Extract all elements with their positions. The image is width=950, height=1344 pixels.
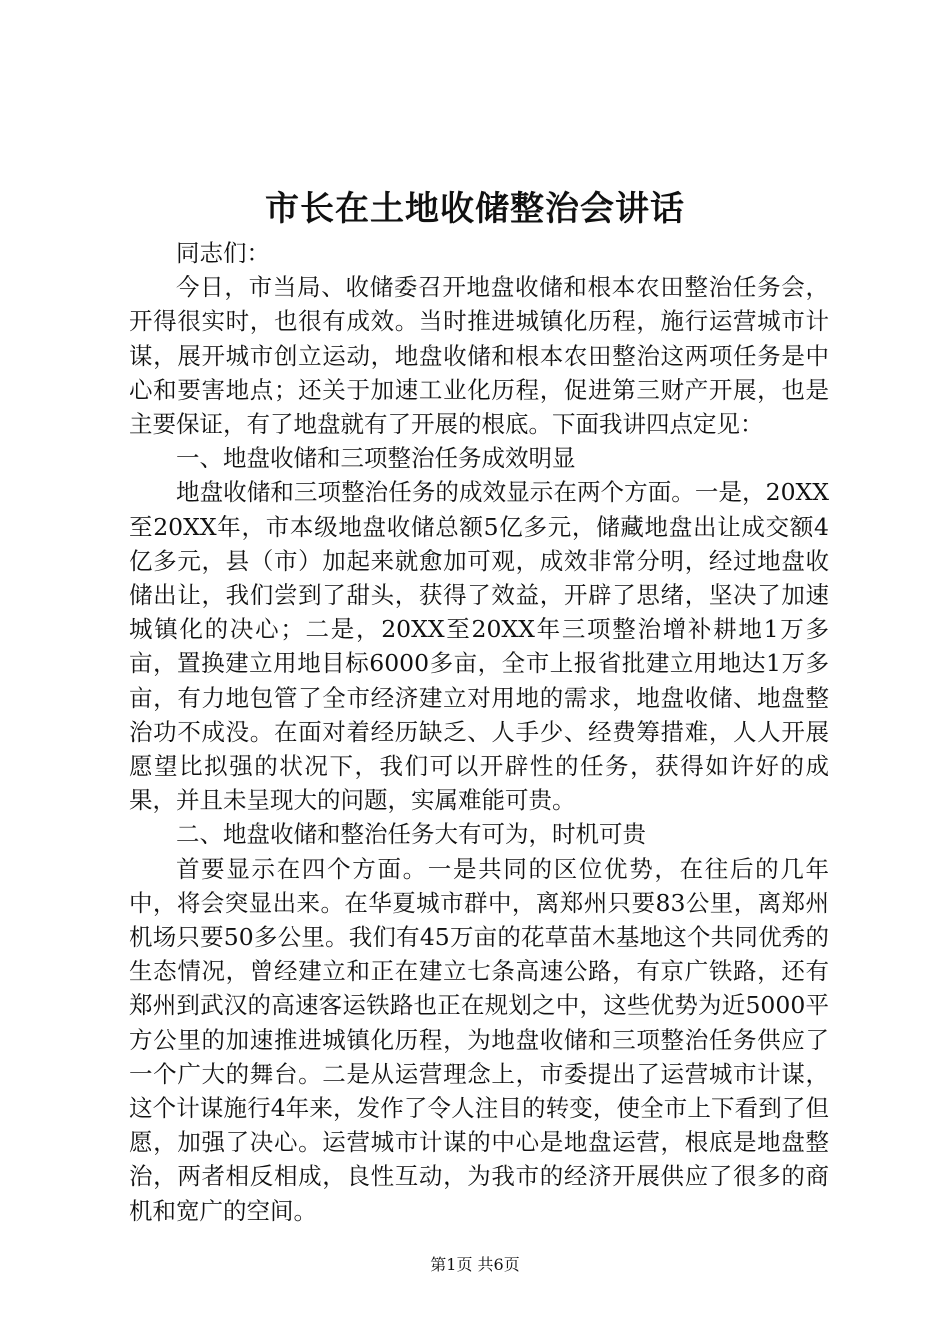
section-heading-1: 一、地盘收储和三项整治任务成效明显 bbox=[176, 444, 576, 473]
page-number-footer: 第1页 共6页 bbox=[430, 1255, 520, 1274]
document-title: 市长在土地收储整治会讲话 bbox=[265, 189, 685, 229]
section-heading-2: 二、地盘收储和整治任务大有可为，时机可贵 bbox=[176, 820, 646, 849]
salutation-paragraph: 同志们： bbox=[176, 239, 270, 267]
intro-paragraph: 今日，市当局、收储委召开地盘收储和根本农田整治任务会，开得很实时，也很有成效。当时推进城镇化历程，施行运营城市计谋，展开城市创立运动，地盘收储和根本农田整治这两项任务是中心和要害地点；还关于加速工业化历程，促进第三财产开展，也是主要保证，有了地盘就有了开展的根底。下面我讲四点定见： bbox=[129, 273, 829, 439]
section-1-paragraph: 地盘收储和三项整治任务的成效显示在两个方面。一是，20XX至20XX年，市本级地盘收储总额5亿多元，储藏地盘出让成交额4亿多元，县（市）加起来就愈加可观，成效非常分明，经过地盘收储出让，我们尝到了甜头，获得了效益，开辟了思绪，坚决了加速城镇化的决心；二是，20XX至20XX年三项整治增补耕地1万多亩，置换建立用地目标6000多亩，全市上报省批建立用地达1万多亩，有力地包管了全市经济建立对用地的需求，地盘收储、地盘整治功不成没。在面对着经历缺乏、人手少、经费筹措难，人人开展愿望比拟强的状况下，我们可以开辟性的任务，获得如许好的成果，并且未呈现大的问题，实属难能可贵。 bbox=[129, 478, 829, 815]
section-2-paragraph: 首要显示在四个方面。一是共同的区位优势，在往后的几年中，将会突显出来。在华夏城市群中，离郑州只要83公里，离郑州机场只要50多公里。我们有45万亩的花草苗木基地这个共同优秀的生态情况，曾经建立和正在建立七条高速公路，有京广铁路，还有郑州到武汉的高速客运铁路也正在规划之中，这些优势为近5000平方公里的加速推进城镇化历程，为地盘收储和三项整治任务供应了一个广大的舞台。二是从运营理念上，市委提出了运营城市计谋，这个计谋施行4年来，发作了令人注目的转变，使全市上下看到了但愿，加强了决心。运营城市计谋的中心是地盘运营，根底是地盘整治，两者相反相成，良性互动，为我市的经济开展供应了很多的商机和宽广的空间。 bbox=[129, 854, 829, 1225]
document-body bbox=[129, 236, 829, 1228]
